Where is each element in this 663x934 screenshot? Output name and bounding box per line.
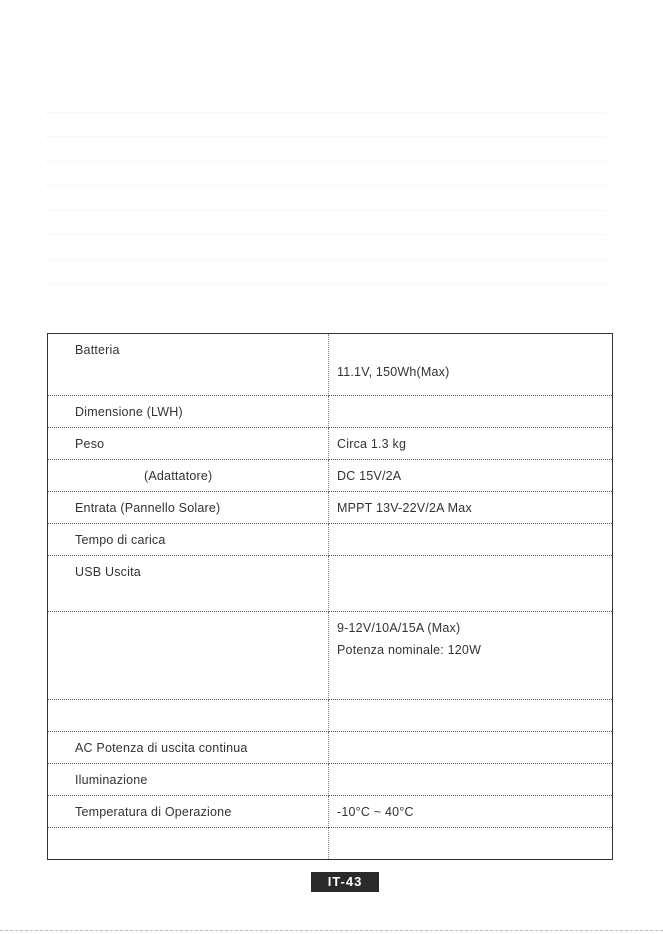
spec-value-cell — [329, 556, 613, 612]
spec-value — [337, 741, 612, 763]
spec-value — [337, 565, 612, 587]
table-row — [48, 700, 613, 732]
spec-value — [337, 587, 612, 609]
spec-value: 9-12V/10A/15A (Max) — [337, 621, 461, 635]
spec-value-cell — [329, 828, 613, 860]
table-row — [48, 460, 613, 492]
spec-value: Potenza nominale: 120W — [337, 643, 482, 657]
spec-label-cell — [48, 732, 329, 764]
spec-label: Temperatura di Operazione — [75, 805, 232, 819]
spec-value-cell — [329, 492, 613, 524]
faint-text-line — [46, 137, 606, 162]
bottom-divider — [0, 930, 663, 931]
spec-value-cell — [329, 796, 613, 828]
spec-value-cell — [329, 396, 613, 428]
spec-value — [337, 837, 612, 859]
table-row — [48, 524, 613, 556]
table-row — [48, 396, 613, 428]
page-number-badge: IT-43 — [311, 872, 379, 892]
faint-text-line — [46, 113, 606, 138]
spec-label-cell — [48, 428, 329, 460]
spec-value-cell — [329, 764, 613, 796]
table-row — [48, 732, 613, 764]
spec-label: (Adattatore) — [144, 469, 213, 483]
spec-label-cell — [48, 556, 329, 612]
table-row — [48, 796, 613, 828]
spec-value: -10°C ~ 40°C — [337, 805, 414, 819]
spec-table — [47, 333, 613, 860]
spec-value-cell — [329, 428, 613, 460]
spec-value: MPPT 13V-22V/2A Max — [337, 501, 472, 515]
spec-value — [337, 533, 612, 555]
spec-value — [337, 405, 612, 427]
spec-value — [337, 709, 612, 731]
faint-text-line — [46, 211, 606, 236]
spec-label: Entrata (Pannello Solare) — [75, 501, 221, 515]
spec-value: DC 15V/2A — [337, 469, 402, 483]
spec-label-cell — [48, 700, 329, 732]
spec-label-cell — [48, 612, 329, 700]
spec-value-cell — [329, 700, 613, 732]
spec-label: Peso — [75, 437, 105, 451]
table-row — [48, 428, 613, 460]
faint-text-line — [46, 260, 606, 285]
spec-label-cell — [48, 396, 329, 428]
faint-text-line — [46, 186, 606, 211]
spec-value: Circa 1.3 kg — [337, 437, 407, 451]
spec-label: Iluminazione — [75, 773, 148, 787]
spec-label-cell — [48, 524, 329, 556]
spec-label: AC Potenza di uscita continua — [75, 741, 248, 755]
table-row — [48, 612, 613, 700]
spec-label: USB Uscita — [75, 565, 141, 579]
faint-text-line — [46, 88, 606, 113]
spec-value — [337, 665, 612, 687]
spec-value-cell — [329, 524, 613, 556]
spec-label-cell — [48, 492, 329, 524]
spec-value-cell — [329, 612, 613, 700]
spec-value-cell — [329, 460, 613, 492]
spec-label-cell — [48, 828, 329, 860]
spec-label-cell — [48, 764, 329, 796]
spec-label: Dimensione (LWH) — [75, 405, 183, 419]
spec-label-cell — [48, 796, 329, 828]
spec-label: Batteria — [75, 343, 120, 357]
spec-label-cell — [48, 460, 329, 492]
table-row — [48, 556, 613, 612]
spec-value: 11.1V, 150Wh(Max) — [337, 365, 450, 379]
spec-value-cell — [329, 334, 613, 396]
faint-text-line — [46, 162, 606, 187]
spec-label: Tempo di carica — [75, 533, 166, 547]
spec-value — [337, 343, 612, 365]
spec-label-cell — [48, 334, 329, 396]
faint-text-line — [46, 235, 606, 260]
table-row — [48, 764, 613, 796]
table-row — [48, 828, 613, 860]
table-row — [48, 334, 613, 396]
faint-paragraph — [46, 88, 606, 278]
table-row — [48, 492, 613, 524]
spec-value — [337, 773, 612, 795]
spec-value-cell — [329, 732, 613, 764]
